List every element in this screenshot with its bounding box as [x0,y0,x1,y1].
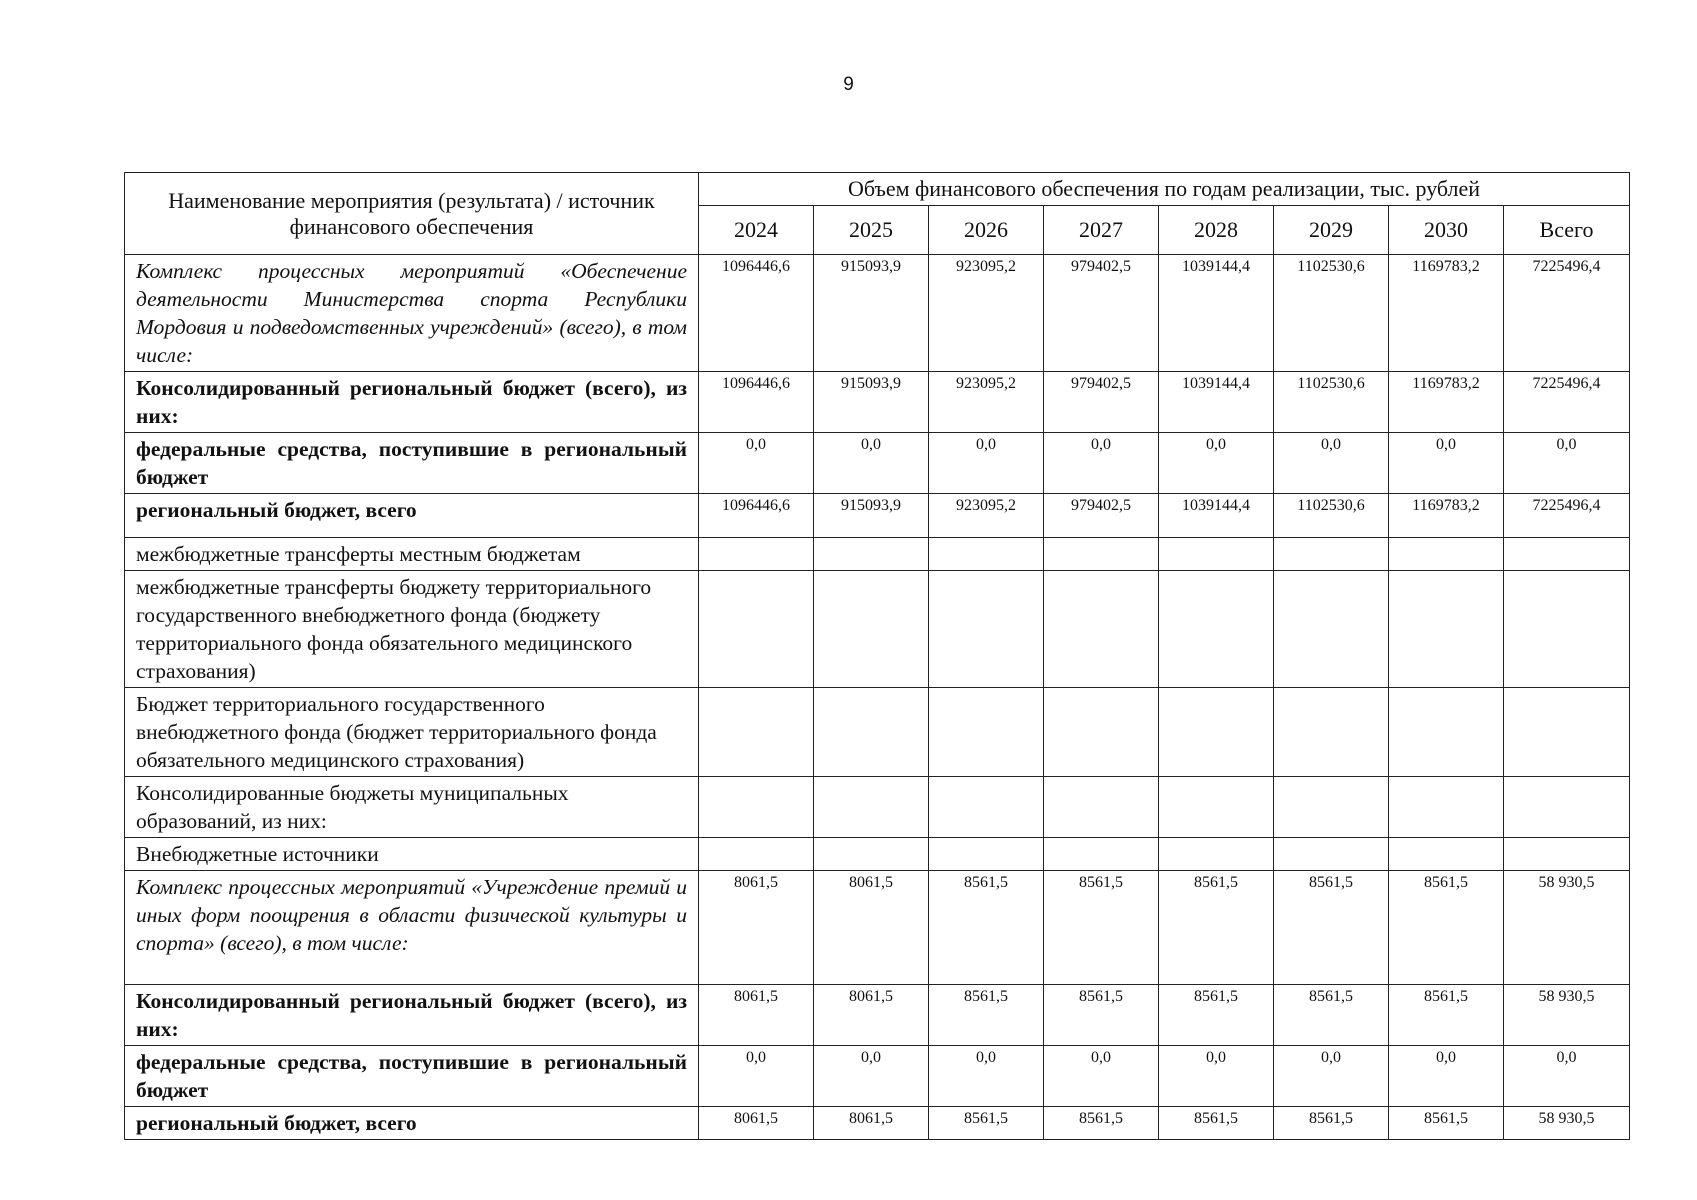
value-cell: 979402,5 [1044,255,1159,372]
value-cell: 1169783,2 [1389,494,1504,538]
value-cell [814,838,929,871]
value-cell: 8561,5 [1274,985,1389,1046]
row-name-cell: федеральные средства, поступившие в региональный бюджет [125,433,699,494]
value-cell: 8561,5 [1274,1107,1389,1140]
value-cell [1389,777,1504,838]
value-cell: 1102530,6 [1274,372,1389,433]
value-cell: 8061,5 [699,871,814,985]
value-cell: 8561,5 [1159,871,1274,985]
table-row [125,433,1630,494]
value-cell: 1169783,2 [1389,372,1504,433]
value-cell [1044,571,1159,688]
value-cell: 1039144,4 [1159,255,1274,372]
value-cell-total [1504,571,1630,688]
value-cell [1159,571,1274,688]
value-cell: 1096446,6 [699,255,814,372]
row-name-cell: федеральные средства, поступившие в региональный бюджет [125,1046,699,1107]
value-cell: 8061,5 [699,985,814,1046]
value-cell: 923095,2 [929,255,1044,372]
value-cell: 0,0 [1389,433,1504,494]
row-name-cell: Консолидированные бюджеты муниципальных образований, из них: [125,777,699,838]
column-header-total: Всего [1504,206,1630,255]
value-cell [1274,777,1389,838]
row-name-cell: региональный бюджет, всего [125,494,699,538]
row-name-cell: Консолидированный региональный бюджет (всего), из них: [125,985,699,1046]
value-cell: 8561,5 [929,985,1044,1046]
value-cell: 0,0 [814,1046,929,1107]
value-cell-total: 58 930,5 [1504,1107,1630,1140]
value-cell [814,688,929,777]
column-header-year: 2029 [1274,206,1389,255]
value-cell-total [1504,838,1630,871]
value-cell [1389,538,1504,571]
value-cell: 0,0 [1159,433,1274,494]
row-name-cell: Внебюджетные источники [125,838,699,871]
value-cell [1274,688,1389,777]
value-cell [929,838,1044,871]
row-name-cell: Комплекс процессных мероприятий «Обеспечение деятельности Министерства спорта Республики Мордовия и подведомственных учреждений» (всего), в том числе: [125,255,699,372]
value-cell [1159,688,1274,777]
value-cell: 8561,5 [1389,985,1504,1046]
column-header-year: 2030 [1389,206,1504,255]
value-cell: 0,0 [1274,433,1389,494]
value-cell: 0,0 [929,433,1044,494]
column-header-year: 2025 [814,206,929,255]
value-cell: 0,0 [1044,433,1159,494]
value-cell [699,571,814,688]
table-row [125,985,1630,1046]
value-cell: 915093,9 [814,494,929,538]
column-header-year: 2028 [1159,206,1274,255]
value-cell: 1169783,2 [1389,255,1504,372]
table-row [125,871,1630,985]
value-cell: 8561,5 [1044,1107,1159,1140]
value-cell: 8561,5 [1389,871,1504,985]
value-cell: 1096446,6 [699,372,814,433]
value-cell [929,688,1044,777]
value-cell [814,538,929,571]
value-cell: 0,0 [1274,1046,1389,1107]
row-name-cell: региональный бюджет, всего [125,1107,699,1140]
value-cell [1044,777,1159,838]
row-name-cell: межбюджетные трансферты местным бюджетам [125,538,699,571]
financing-table [124,172,1630,1140]
value-cell: 8561,5 [1159,985,1274,1046]
table-row [125,538,1630,571]
table-row [125,494,1630,538]
table-row [125,688,1630,777]
table-row [125,571,1630,688]
value-cell: 0,0 [929,1046,1044,1107]
value-cell-total: 58 930,5 [1504,871,1630,985]
table-row [125,1107,1630,1140]
row-name-cell: Бюджет территориального государственного внебюджетного фонда (бюджет территориального фонда обязательного медицинского страхования) [125,688,699,777]
value-cell: 8561,5 [1274,871,1389,985]
value-cell-total: 7225496,4 [1504,494,1630,538]
value-cell: 1039144,4 [1159,494,1274,538]
value-cell-total: 7225496,4 [1504,372,1630,433]
value-cell [1159,777,1274,838]
value-cell: 1102530,6 [1274,494,1389,538]
value-cell-total [1504,688,1630,777]
value-cell: 1102530,6 [1274,255,1389,372]
value-cell [699,688,814,777]
table-row [125,777,1630,838]
value-cell-total: 0,0 [1504,433,1630,494]
value-cell: 8561,5 [1044,871,1159,985]
page-number: 9 [843,74,854,95]
value-cell [1044,838,1159,871]
value-cell: 8561,5 [1044,985,1159,1046]
value-cell [814,777,929,838]
value-cell-total: 58 930,5 [1504,985,1630,1046]
value-cell-total: 7225496,4 [1504,255,1630,372]
value-cell: 8061,5 [814,985,929,1046]
value-cell [699,538,814,571]
column-header-year: 2026 [929,206,1044,255]
value-cell: 979402,5 [1044,372,1159,433]
value-cell-total [1504,777,1630,838]
value-cell: 1039144,4 [1159,372,1274,433]
value-cell: 8061,5 [814,871,929,985]
value-cell-total [1504,538,1630,571]
value-cell [1389,688,1504,777]
table-row [125,838,1630,871]
value-cell: 8061,5 [814,1107,929,1140]
column-header-year: 2024 [699,206,814,255]
value-cell [1159,538,1274,571]
value-cell: 0,0 [1044,1046,1159,1107]
table-header [125,173,1630,255]
value-cell [1274,571,1389,688]
value-cell: 0,0 [1159,1046,1274,1107]
value-cell: 8561,5 [1159,1107,1274,1140]
value-cell [814,571,929,688]
column-header-year: 2027 [1044,206,1159,255]
value-cell [1159,838,1274,871]
value-cell: 923095,2 [929,372,1044,433]
value-cell [1389,571,1504,688]
table-row [125,372,1630,433]
column-header-name: Наименование мероприятия (результата) / источник финансового обеспечения [125,173,699,255]
value-cell: 0,0 [1389,1046,1504,1107]
value-cell: 8561,5 [929,871,1044,985]
row-name-cell: Консолидированный региональный бюджет (всего), из них: [125,372,699,433]
value-cell [1044,538,1159,571]
row-name-cell: Комплекс процессных мероприятий «Учреждение премий и иных форм поощрения в области физической культуры и спорта» (всего), в том числе: [125,871,699,985]
column-header-volume: Объем финансового обеспечения по годам реализации, тыс. рублей [699,173,1630,206]
table-row [125,1046,1630,1107]
value-cell: 915093,9 [814,255,929,372]
value-cell [1274,838,1389,871]
value-cell [699,777,814,838]
value-cell: 915093,9 [814,372,929,433]
row-name-cell: межбюджетные трансферты бюджету территориального государственного внебюджетного фонда (бюджету территориального фонда обязательного медицинского страхования) [125,571,699,688]
value-cell [1274,538,1389,571]
value-cell: 0,0 [814,433,929,494]
value-cell-total: 0,0 [1504,1046,1630,1107]
value-cell: 0,0 [699,1046,814,1107]
value-cell [699,838,814,871]
value-cell [1044,688,1159,777]
value-cell [929,538,1044,571]
value-cell [929,571,1044,688]
value-cell: 8561,5 [929,1107,1044,1140]
value-cell: 1096446,6 [699,494,814,538]
header-row-top [125,173,1630,206]
value-cell [929,777,1044,838]
value-cell: 0,0 [699,433,814,494]
value-cell [1389,838,1504,871]
value-cell: 979402,5 [1044,494,1159,538]
value-cell: 8561,5 [1389,1107,1504,1140]
table-body [125,255,1630,1140]
value-cell: 923095,2 [929,494,1044,538]
value-cell: 8061,5 [699,1107,814,1140]
table-row [125,255,1630,372]
